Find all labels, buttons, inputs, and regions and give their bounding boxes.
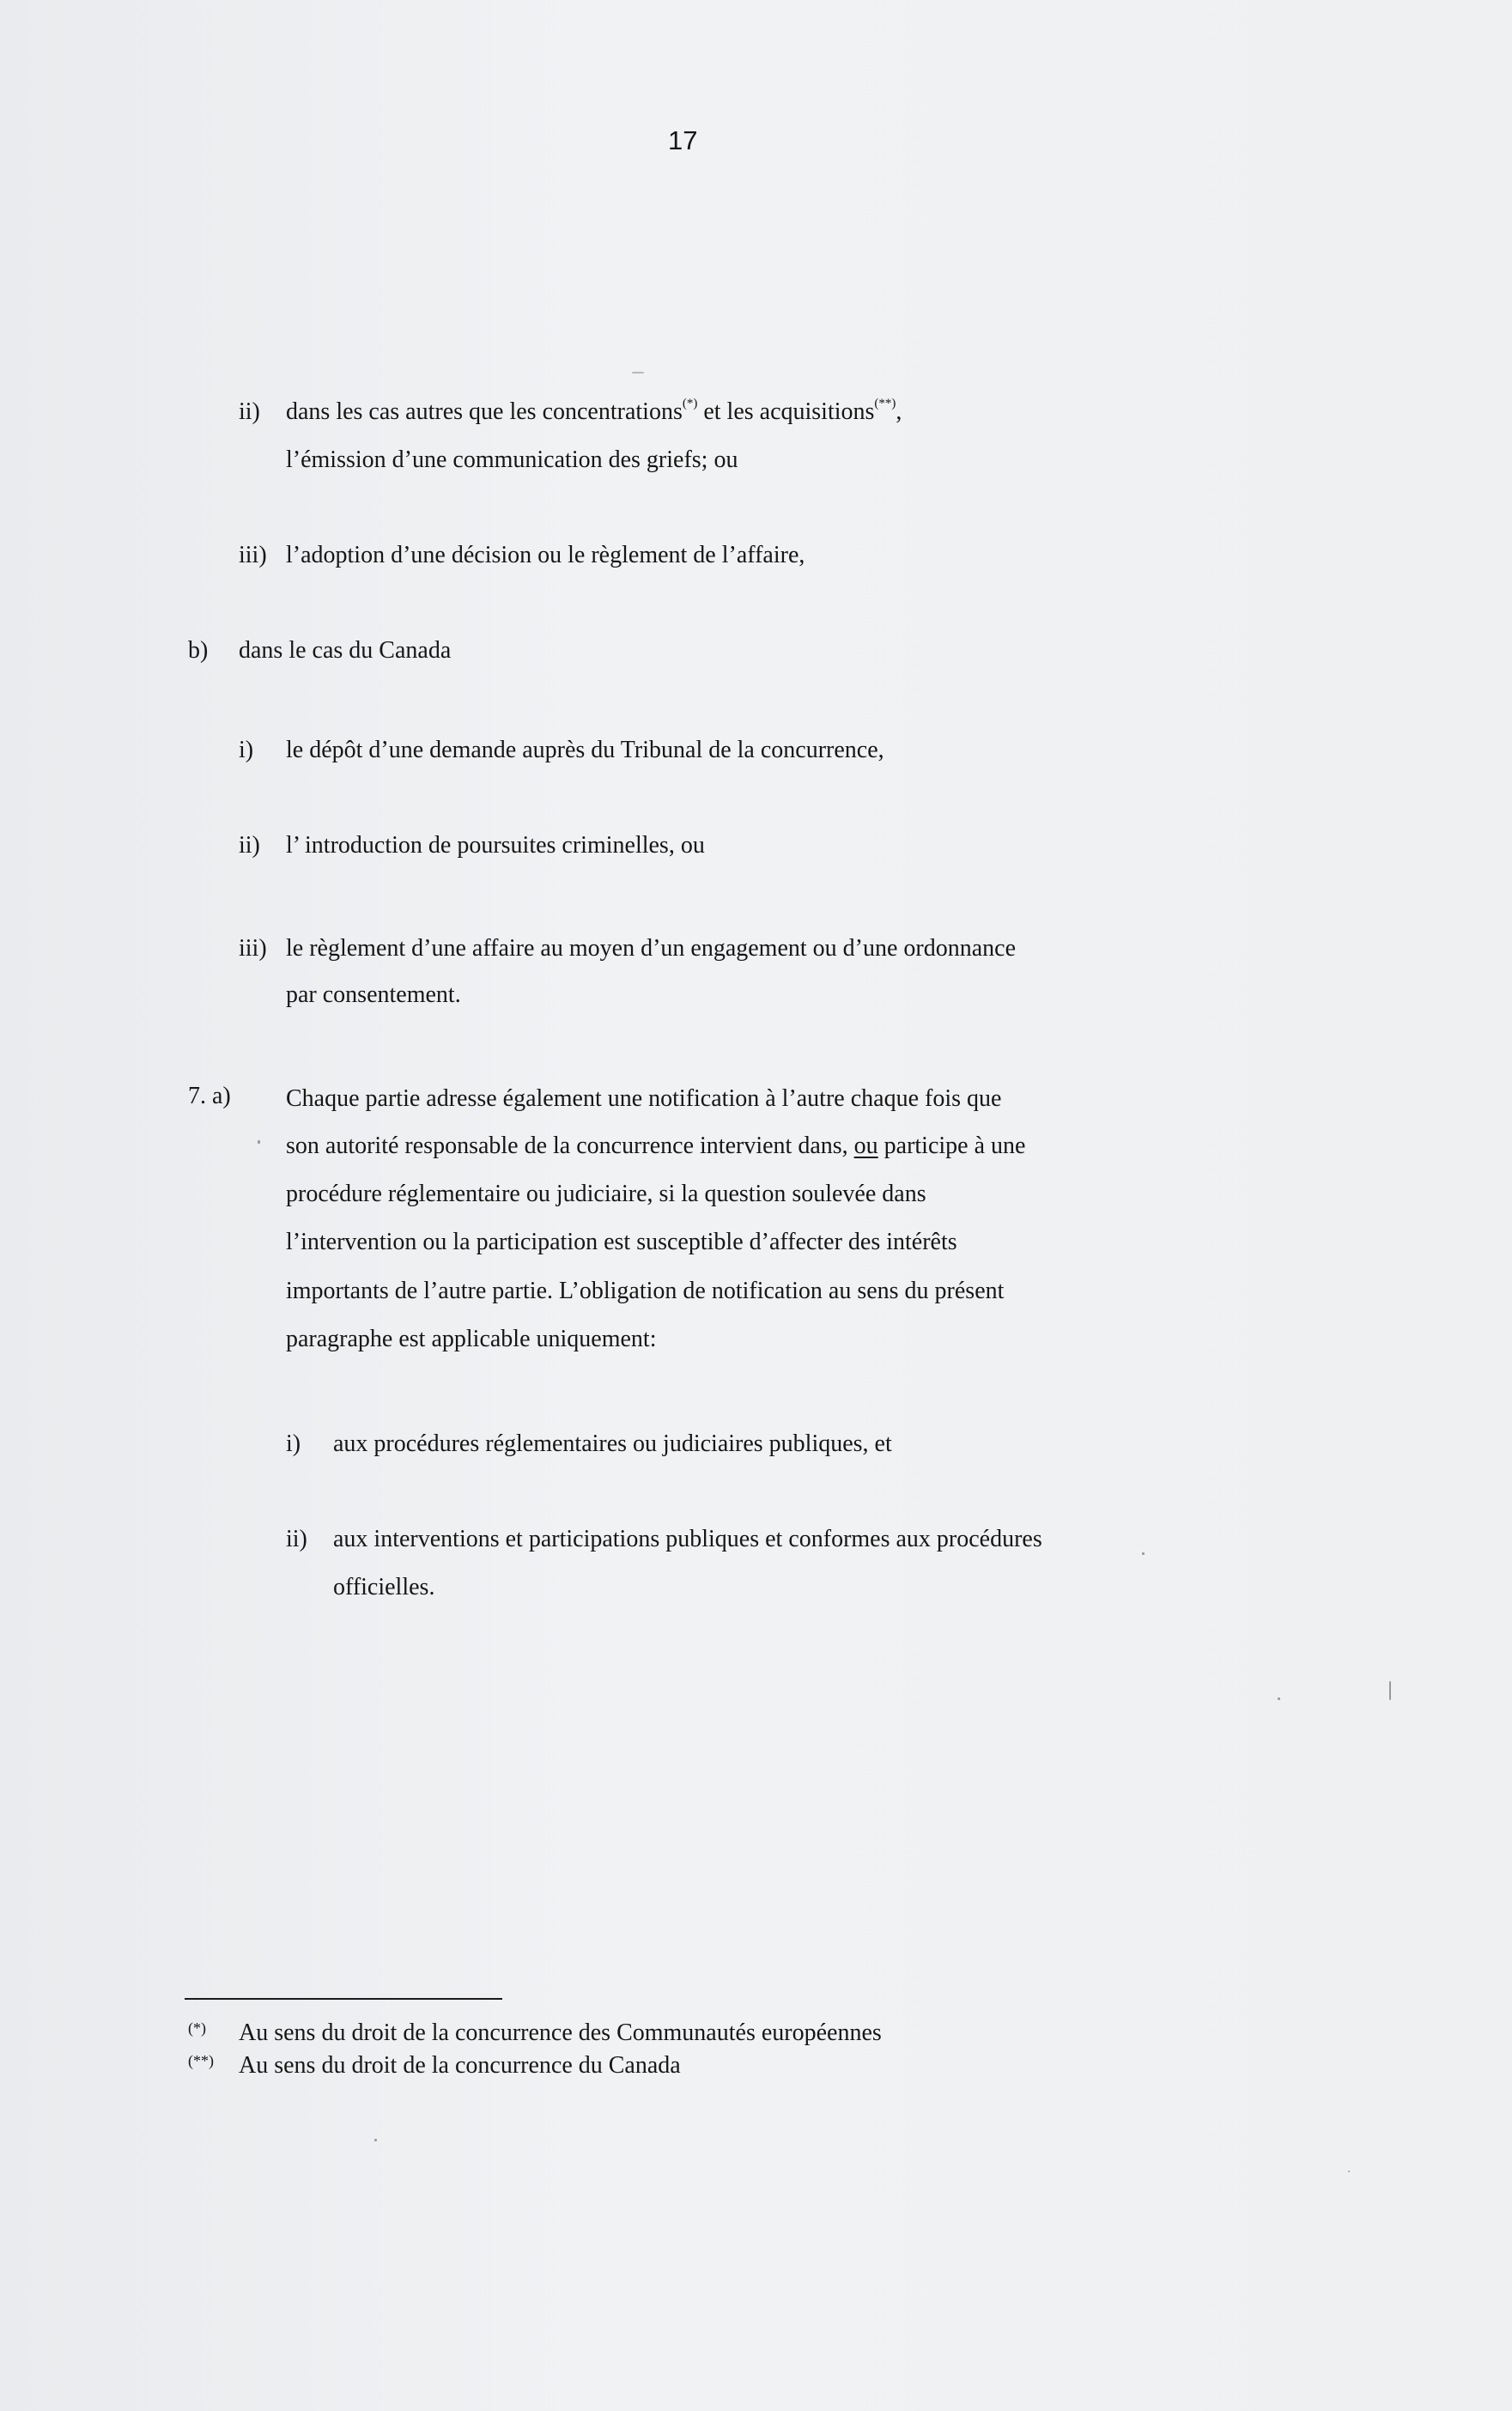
scan-speck <box>1348 2171 1350 2172</box>
paragraph-7a-ii-label: ii) <box>286 1526 307 1552</box>
footnote-ref-2: (**) <box>874 396 896 410</box>
page-number: 17 <box>668 125 698 155</box>
paragraph-7a-line-5: importants de l’autre partie. L’obligation de notification au sens du présent <box>286 1278 1005 1304</box>
item-b-ii-label: ii) <box>239 832 260 859</box>
footnote-2-text: Au sens du droit de la concurrence du Canada <box>239 2052 681 2079</box>
item-a-ii-line-1 <box>286 398 902 427</box>
scan-speck <box>1389 1681 1391 1700</box>
paragraph-7a-label: 7. a) <box>188 1083 231 1109</box>
item-a-ii-text-3: , <box>896 398 902 425</box>
item-b-ii-text: l’ introduction de poursuites criminelles, ou <box>286 832 705 859</box>
paragraph-7a-i-text: aux procédures réglementaires ou judiciaires publiques, et <box>333 1430 892 1457</box>
item-a-ii-line-2: l’émission d’une communication des griefs; ou <box>286 446 738 473</box>
item-b-text: dans le cas du Canada <box>239 637 452 664</box>
paragraph-7a-ii-line-1: aux interventions et participations publiques et conformes aux procédures <box>333 1526 1042 1552</box>
item-b-i-label: i) <box>239 737 254 763</box>
footnote-1-mark: (*) <box>188 2019 206 2037</box>
item-b-iii-line-1: le règlement d’une affaire au moyen d’un engagement ou d’une ordonnance <box>286 935 1017 962</box>
item-b-iii-line-2: par consentement. <box>286 981 461 1008</box>
paragraph-7a-line-4: l’intervention ou la participation est susceptible d’affecter des intérêts <box>286 1229 957 1255</box>
scan-speck <box>1278 1697 1280 1700</box>
item-a-ii-text-2: et les acquisitions <box>697 398 875 425</box>
item-a-iii-label: iii) <box>239 542 267 568</box>
item-a-ii-label: ii) <box>239 398 260 425</box>
footnote-1-text: Au sens du droit de la concurrence des Communautés européennes <box>239 2019 882 2046</box>
item-b-label: b) <box>188 637 209 664</box>
paragraph-7a-i-label: i) <box>286 1430 301 1457</box>
footnote-2-mark: (**) <box>188 2052 214 2069</box>
paragraph-7a-line-2 <box>286 1132 1025 1161</box>
item-a-iii-text: l’adoption d’une décision ou le règlement de l’affaire, <box>286 542 805 568</box>
paragraph-7a-ii-line-2: officielles. <box>333 1574 435 1600</box>
paragraph-7a-line-1: Chaque partie adresse également une notification à l’autre chaque fois que <box>286 1085 1002 1112</box>
underlined-ou: ou <box>853 1133 878 1159</box>
item-a-ii-text-1: dans les cas autres que les concentrations <box>286 398 683 425</box>
footnote-ref-1: (*) <box>682 396 698 410</box>
paragraph-7a-line-3: procédure réglementaire ou judiciaire, si la question soulevée dans <box>286 1181 926 1207</box>
scan-speck <box>632 372 644 373</box>
paragraph-7a-line-2-pre: son autorité responsable de la concurrence intervient dans, <box>286 1133 848 1159</box>
scan-speck <box>258 1140 260 1144</box>
item-b-i-text: le dépôt d’une demande auprès du Tribunal de la concurrence, <box>286 737 884 763</box>
footnote-divider <box>185 1998 502 2000</box>
scan-speck <box>1142 1552 1145 1555</box>
scan-speck <box>374 2139 377 2141</box>
item-b-iii-label: iii) <box>239 935 267 962</box>
paragraph-7a-line-6: paragraphe est applicable uniquement: <box>286 1326 657 1352</box>
paragraph-7a-line-2-post: participe à une <box>884 1133 1026 1159</box>
